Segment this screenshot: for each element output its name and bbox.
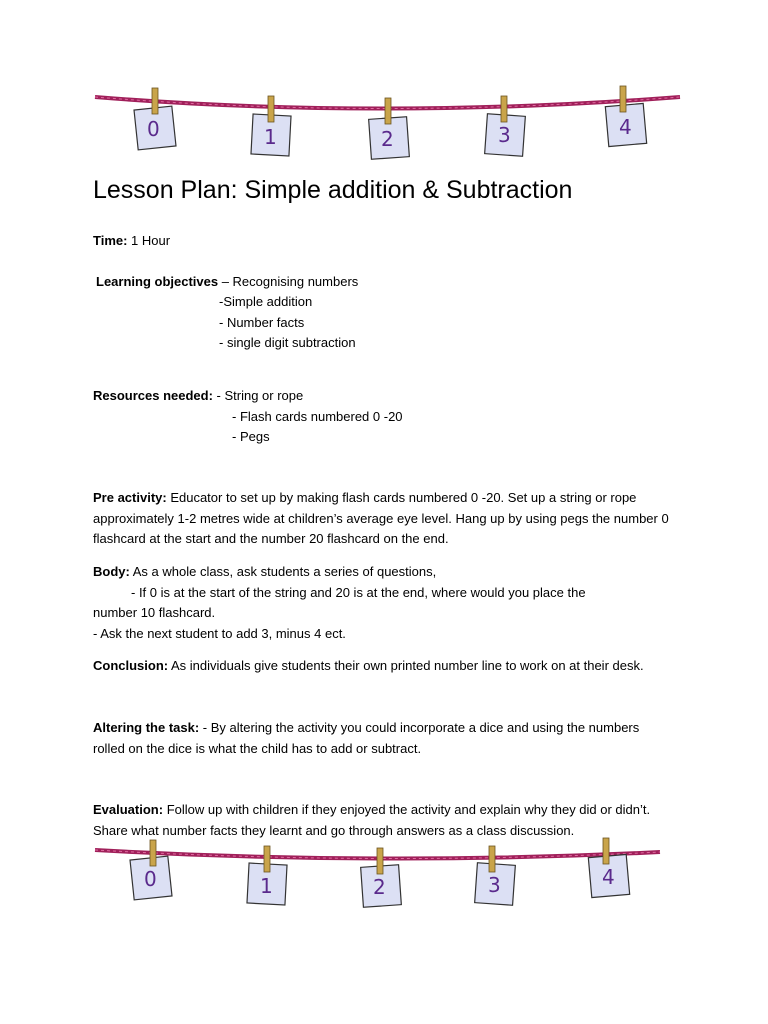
header-clothesline <box>0 78 768 168</box>
time-label: Time: <box>93 233 128 248</box>
body-paragraph <box>93 562 673 644</box>
altering-paragraph <box>93 718 673 759</box>
svg-text:1: 1 <box>260 874 273 898</box>
pre-activity-label: Pre activity: <box>93 490 167 505</box>
resources-row <box>93 387 303 404</box>
altering-text: - By altering the activity you could incorporate a dice and using the numbers rolled on the dice is what the child has to add or subtract. <box>93 720 640 756</box>
peg-icon <box>489 846 495 872</box>
objective-item: – Recognising numbers <box>218 274 359 289</box>
peg-icon <box>152 88 158 114</box>
body-line: - Ask the next student to add 3, minus 4 ect. <box>93 625 346 641</box>
altering-label: Altering the task: <box>93 720 200 735</box>
flashcard-0 <box>130 840 172 900</box>
peg-icon <box>620 86 626 112</box>
svg-text:0: 0 <box>144 867 157 891</box>
resource-item: - Flash cards numbered 0 -20 <box>232 409 403 424</box>
pre-activity-paragraph <box>93 488 673 550</box>
resource-item: - String or rope <box>212 388 304 403</box>
conclusion-paragraph <box>93 656 673 677</box>
peg-icon <box>150 840 156 866</box>
objective-item: - Number facts <box>219 315 305 330</box>
objective-item: - single digit subtraction <box>219 335 356 350</box>
body-line: - If 0 is at the start of the string and 20 is at the end, where would you place the <box>131 584 586 600</box>
resource-item: - Pegs <box>232 429 270 444</box>
time-value: 1 Hour <box>127 233 171 248</box>
peg-icon <box>377 848 383 874</box>
svg-text:3: 3 <box>498 123 511 147</box>
svg-text:1: 1 <box>264 125 277 149</box>
time-row <box>93 232 170 249</box>
objective-item: -Simple addition <box>219 294 313 309</box>
footer-clothesline <box>0 832 768 922</box>
body-line: number 10 flashcard. <box>93 605 216 620</box>
svg-text:3: 3 <box>488 873 501 897</box>
objectives-label: Learning objectives <box>96 274 219 289</box>
svg-text:0: 0 <box>147 117 160 141</box>
peg-icon <box>603 838 609 864</box>
svg-text:4: 4 <box>619 115 632 139</box>
flashcard-3 <box>475 846 516 905</box>
peg-icon <box>264 846 270 872</box>
conclusion-label: Conclusion: <box>93 658 169 673</box>
svg-text:4: 4 <box>602 865 615 889</box>
evaluation-text: Follow up with children if they enjoyed the activity and explain why they did or didn’t. Share what number facts they learnt and go through answers as a class discussion. <box>93 802 651 838</box>
body-line: As a whole class, ask students a series of questions, <box>129 564 437 579</box>
objectives-row <box>96 273 358 290</box>
flashcard-4 <box>605 86 646 147</box>
peg-icon <box>501 96 507 122</box>
peg-icon <box>385 98 391 124</box>
svg-text:2: 2 <box>381 127 394 151</box>
evaluation-label: Evaluation: <box>93 802 164 817</box>
page-title: Lesson Plan: Simple addition & Subtraction <box>93 176 573 204</box>
peg-icon <box>268 96 274 122</box>
conclusion-text: As individuals give students their own printed number line to work on at their desk. <box>168 658 644 673</box>
flashcard-0 <box>134 88 176 150</box>
resources-label: Resources needed: <box>93 388 213 403</box>
svg-text:2: 2 <box>373 875 386 899</box>
pre-activity-text: Educator to set up by making flash cards numbered 0 -20. Set up a string or rope approximately 1-2 metres wide at children’s average eye level. Hang up by using pegs the number 0 flashcard at the start and the number 20 flashcard on the end. <box>93 490 669 546</box>
flashcard-4 <box>588 838 629 898</box>
body-label: Body: <box>93 564 130 579</box>
